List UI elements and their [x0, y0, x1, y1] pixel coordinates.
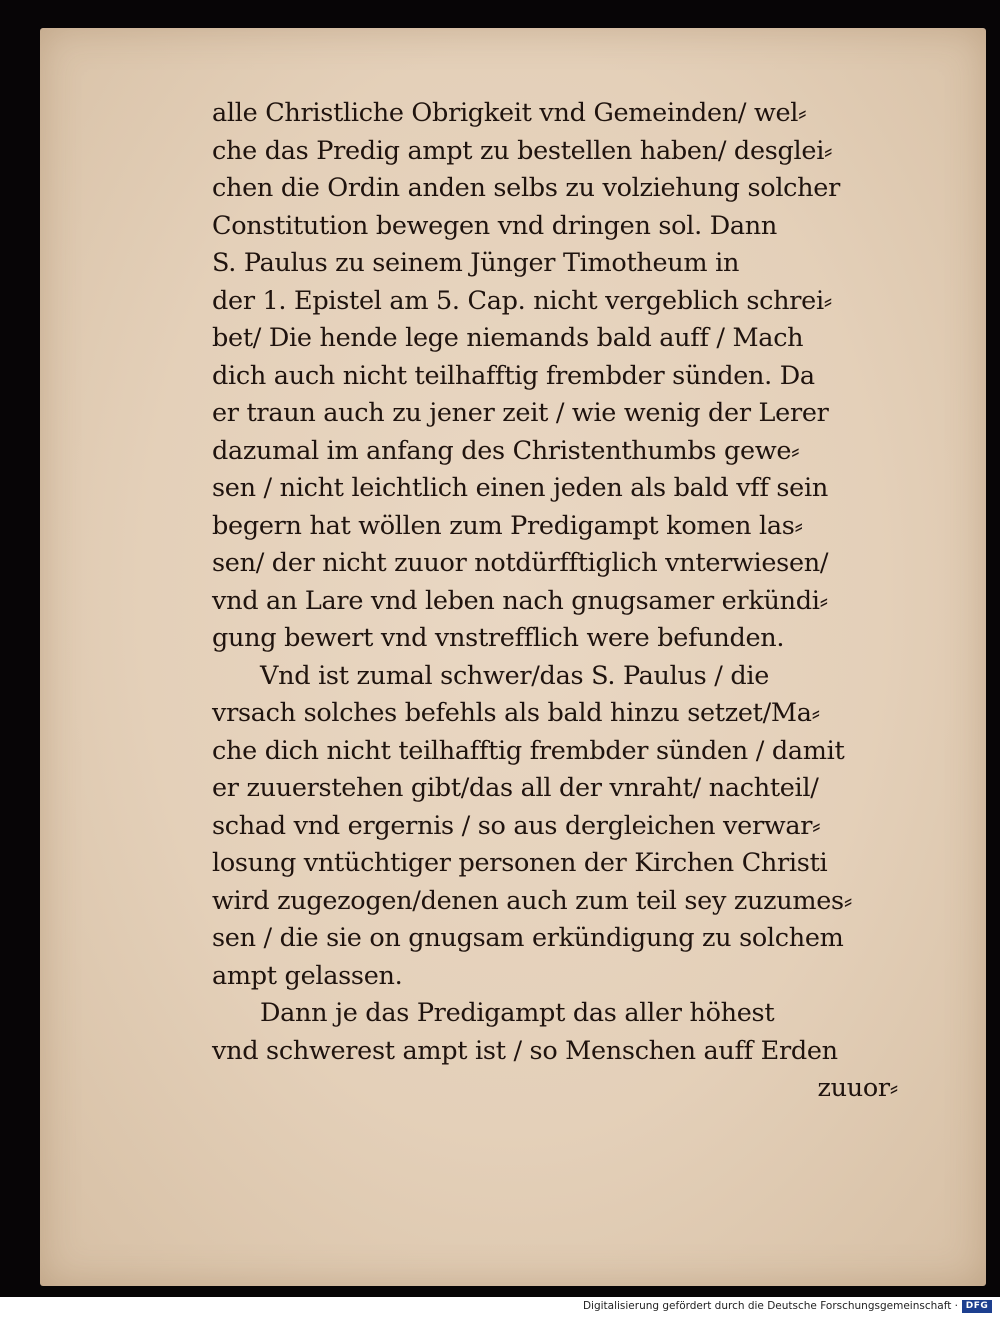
text-line: dich auch nicht teilhafftig frembder sünden. Da [212, 360, 815, 391]
paragraph-start-line: Dann je das Predigampt das aller höhest [260, 998, 775, 1028]
paragraph-start-line: Vnd ist zumal schwer/das S. Paulus / die [260, 660, 770, 691]
text-line: chen die Ordin anden selbs zu volziehung solcher [212, 173, 840, 203]
text-line: Constitution bewegen vnd dringen sol. Dann [212, 210, 777, 241]
text-line: sen / die sie on gnugsam erkündigung zu solchem [212, 923, 844, 953]
funding-credit: Digitalisierung gefördert durch die Deutsche Forschungsgemeinschaft · [582, 1300, 958, 1312]
text-line: vnd an Lare vnd leben nach gnugsamer erkündi⸗ [212, 585, 828, 616]
text-line: dazumal im anfang des Christenthumbs gewe⸗ [212, 435, 800, 466]
text-line: che dich nicht teilhafftig frembder sünden / damit [212, 735, 845, 766]
text-line: der 1. Epistel am 5. Cap. nicht vergeblich schrei⸗ [212, 285, 832, 316]
text-line: er traun auch zu jener zeit / wie wenig der Lerer [212, 398, 829, 428]
text-line: sen/ der nicht zuuor notdürfftiglich vnterwiesen/ [212, 548, 829, 578]
text-line: gung bewert vnd vnstrefflich were befunden. [212, 623, 785, 653]
text-line: begern hat wöllen zum Predigampt komen las⸗ [212, 510, 803, 541]
text-line: alle Christliche Obrigkeit vnd Gemeinden/ wel⸗ [212, 98, 807, 128]
text-line: S. Paulus zu seinem Jünger Timotheum in [212, 248, 740, 278]
text-line: ampt gelassen. [212, 960, 403, 991]
page-text [212, 95, 902, 1108]
text-line: vnd schwerest ampt ist / so Menschen auff Erden [212, 1035, 838, 1066]
text-line: schad vnd ergernis / so aus dergleichen verwar⸗ [212, 810, 821, 841]
text-line: vrsach solches befehls als bald hinzu setzet/Ma⸗ [212, 698, 820, 728]
text-line: losung vntüchtiger personen der Kirchen Christi [212, 848, 828, 878]
dfg-logo-icon: DFG [962, 1300, 992, 1313]
text-line: che das Predig ampt zu bestellen haben/ desglei⸗ [212, 135, 833, 166]
text-line: bet/ Die hende lege niemands bald auff / Mach [212, 323, 804, 353]
text-line: sen / nicht leichtlich einen jeden als bald vff sein [212, 473, 828, 503]
text-line: wird zugezogen/denen auch zum teil sey zuzumes⸗ [212, 885, 853, 916]
catchword: zuuor⸗ [817, 1073, 898, 1103]
text-line: er zuuerstehen gibt/das all der vnraht/ nachteil/ [212, 773, 819, 803]
